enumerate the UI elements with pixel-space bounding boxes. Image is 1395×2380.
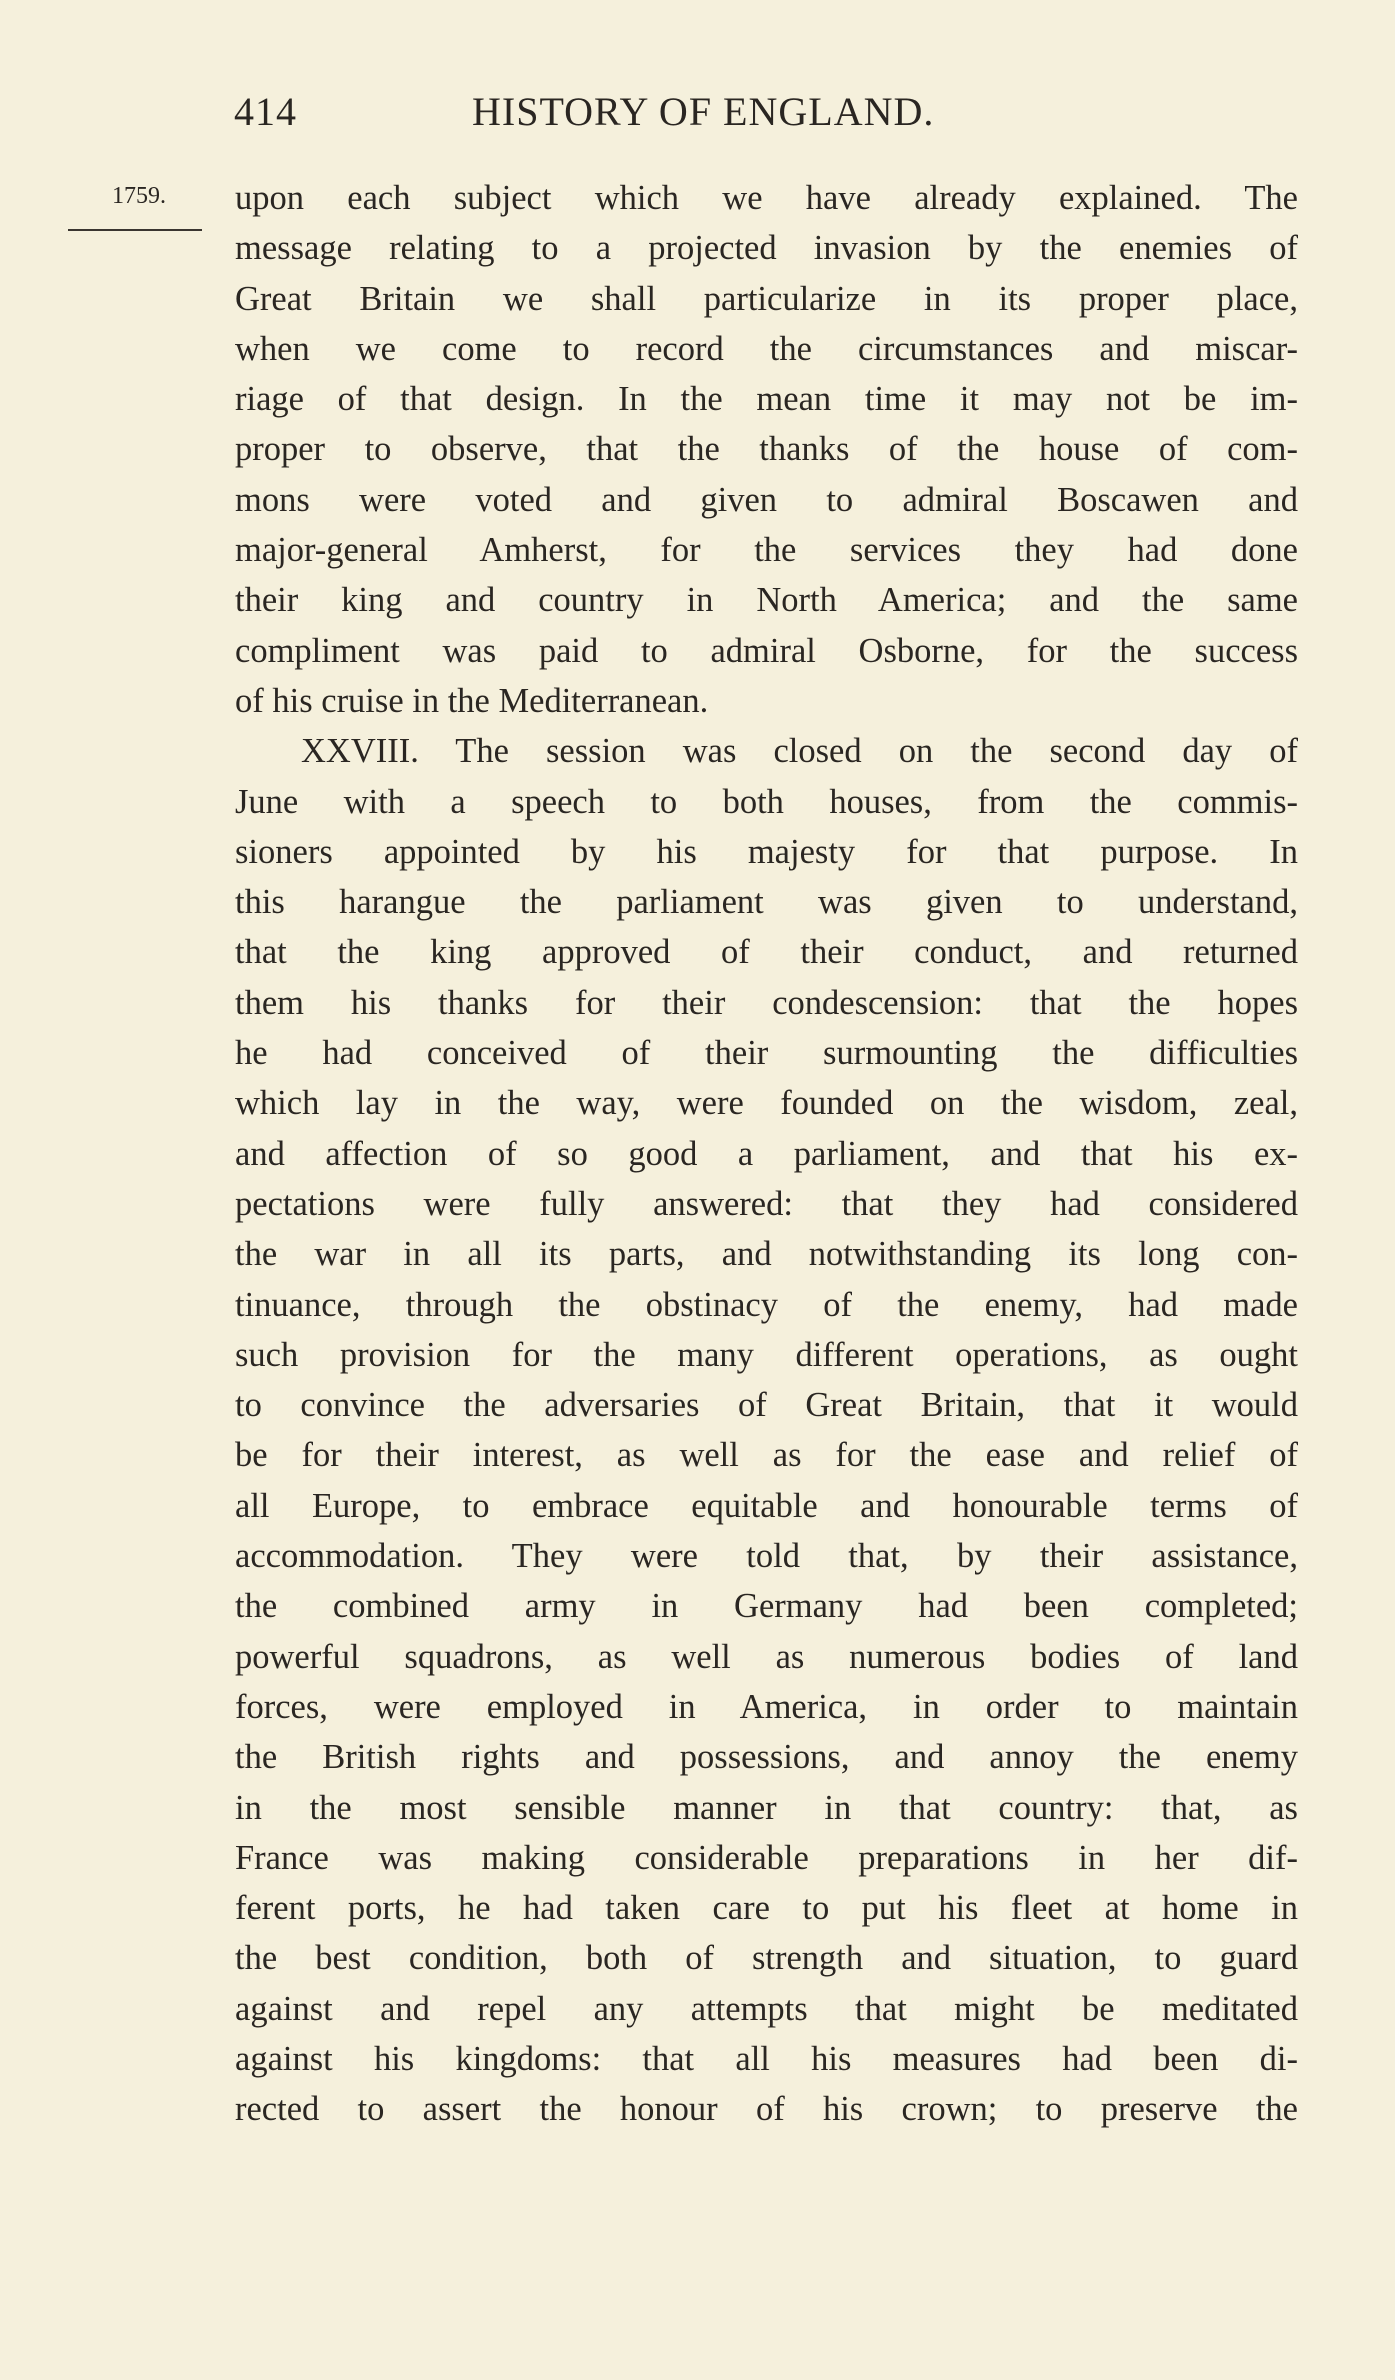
text-line: when we come to record the circumstances and miscar- xyxy=(235,329,1298,368)
running-title: HISTORY OF ENGLAND. xyxy=(472,89,935,134)
text-line: against and repel any attempts that might be meditated xyxy=(235,1989,1298,2028)
text-line: rected to assert the honour of his crown; to preserve the xyxy=(235,2090,1298,2129)
page-number: 414 xyxy=(234,89,297,134)
text-line: their king and country in North America; and the same xyxy=(235,581,1298,620)
text-line: which lay in the way, were founded on the wisdom, zeal, xyxy=(235,1084,1298,1123)
text-line: ferent ports, he had taken care to put his fleet at home in xyxy=(235,1889,1298,1928)
text-line: June with a speech to both houses, from the commis- xyxy=(235,782,1298,821)
text-line: this harangue the parliament was given to understand, xyxy=(235,883,1298,922)
body-text xyxy=(235,173,1298,2135)
text-line: such provision for the many different operations, as ought xyxy=(235,1335,1298,1374)
margin-year-note: 1759. xyxy=(112,183,166,209)
text-line: proper to observe, that the thanks of the house of com- xyxy=(235,430,1298,469)
text-line: forces, were employed in America, in order to maintain xyxy=(235,1687,1298,1726)
text-line: of his cruise in the Mediterranean. xyxy=(235,681,709,720)
text-line: them his thanks for their condescension: that the hopes xyxy=(235,983,1298,1022)
text-line: mons were voted and given to admiral Boscawen and xyxy=(235,480,1298,519)
text-line: France was making considerable preparations in her dif- xyxy=(235,1838,1298,1877)
text-line: upon each subject which we have already explained. The xyxy=(235,179,1298,217)
text-line: that the king approved of their conduct, and returned xyxy=(235,933,1298,972)
text-line: major-general Amherst, for the services they had done xyxy=(235,531,1298,570)
text-line: riage of that design. In the mean time it may not be im- xyxy=(235,380,1298,419)
text-line: pectations were fully answered: that they had considered xyxy=(235,1184,1298,1223)
text-line: and affection of so good a parliament, and that his ex- xyxy=(235,1134,1298,1173)
text-line: message relating to a projected invasion by the enemies of xyxy=(235,229,1298,268)
text-line: accommodation. They were told that, by their assistance, xyxy=(235,1537,1298,1576)
text-line: to convince the adversaries of Great Britain, that it would xyxy=(235,1386,1298,1425)
text-line: XXVIII. The session was closed on the second day of xyxy=(301,732,1298,771)
text-line: compliment was paid to admiral Osborne, for the success xyxy=(235,631,1298,670)
text-line: the combined army in Germany had been completed; xyxy=(235,1587,1298,1626)
text-line: sioners appointed by his majesty for that purpose. In xyxy=(235,832,1298,871)
text-line: the war in all its parts, and notwithstanding its long con- xyxy=(235,1235,1298,1274)
text-line: the British rights and possessions, and annoy the enemy xyxy=(235,1738,1298,1777)
text-line: tinuance, through the obstinacy of the enemy, had made xyxy=(235,1285,1298,1324)
text-line: the best condition, both of strength and situation, to guard xyxy=(235,1939,1298,1978)
text-line: be for their interest, as well as for the ease and relief of xyxy=(235,1436,1298,1475)
text-line: Great Britain we shall particularize in its proper place, xyxy=(235,279,1298,318)
margin-rule xyxy=(68,229,202,231)
text-line: in the most sensible manner in that country: that, as xyxy=(235,1788,1298,1827)
text-line: he had conceived of their surmounting the difficulties xyxy=(235,1034,1298,1073)
text-line: all Europe, to embrace equitable and honourable terms of xyxy=(235,1486,1298,1525)
text-line: against his kingdoms: that all his measures had been di- xyxy=(235,2039,1298,2078)
text-line: powerful squadrons, as well as numerous bodies of land xyxy=(235,1637,1298,1676)
